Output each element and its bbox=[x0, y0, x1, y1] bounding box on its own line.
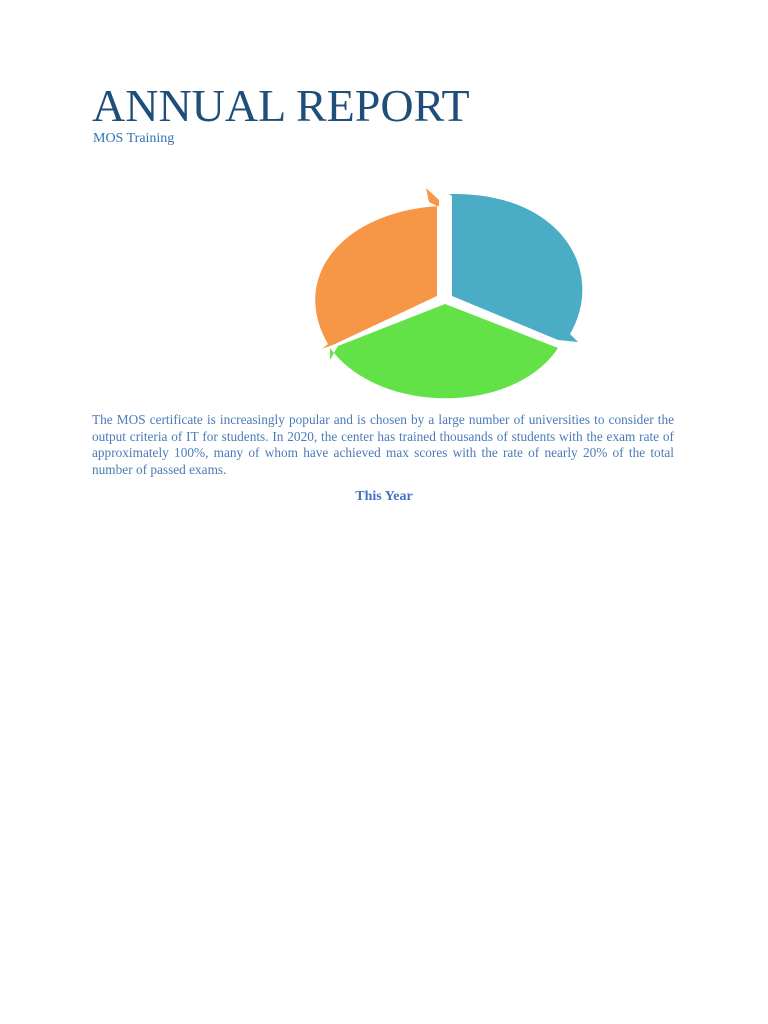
section-caption: This Year bbox=[355, 489, 413, 504]
report-subtitle: MOS Training bbox=[93, 131, 175, 146]
report-title: ANNUAL REPORT bbox=[92, 80, 470, 131]
cycle-diagram bbox=[300, 184, 590, 408]
body-paragraph: The MOS certificate is increasingly popular and is chosen by a large number of universities to consider the output criteria of IT for students. In 2020, the center has trained thousands of students with the exam rate of approximately 100%, many of whom have achieved max scores with the rate of nearly 20% of the total number of passed exams. bbox=[92, 412, 674, 478]
